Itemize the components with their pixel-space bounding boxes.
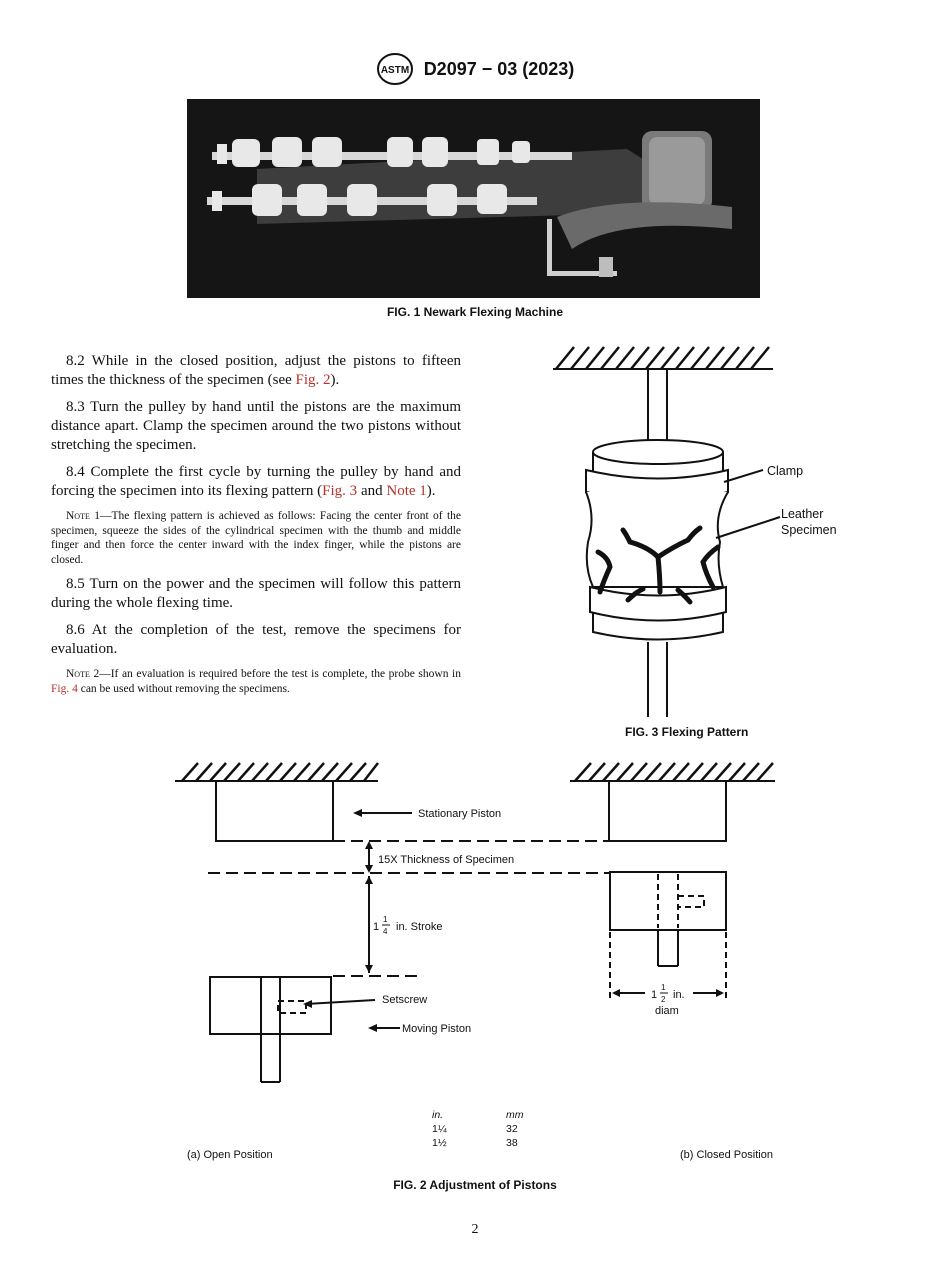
document-designation: D2097 − 03 (2023)	[423, 58, 575, 79]
paragraph-8-2: 8.2 While in the closed position, adjust the pistons to fifteen times the thickness of the specimen (see Fig. 2).	[51, 353, 461, 388]
leather-label: Leather	[781, 507, 824, 521]
piston-adjustment-diagram	[170, 760, 790, 1090]
stroke-whole: 1	[373, 921, 380, 933]
fig1-caption: FIG. 1 Newark Flexing Machine	[386, 305, 564, 319]
body-text	[51, 352, 461, 704]
fig2-caption: FIG. 2 Adjustment of Pistons	[393, 1178, 557, 1192]
paragraph-8-5: 8.5 Turn on the power and the specimen will follow this pattern during the whole flexing time.	[51, 576, 461, 611]
newark-flexing-machine-photo	[187, 99, 760, 298]
note1-link[interactable]: Note 1	[386, 483, 427, 499]
note-1: Note 1—The flexing pattern is achieved as follows: Facing the center front of the specimen, squeeze the sides of the cylindrical specimen with the thumb and middle finger and then force the center inward with the index finger, while the pistons are closed.	[51, 510, 461, 566]
paragraph-8-4: 8.4 Complete the first cycle by turning the pulley by hand and forcing the specimen into its flexing pattern (Fig. 3 and Note 1).	[51, 464, 461, 499]
units-row: 1¼ 32	[432, 1123, 518, 1135]
stroke-label: in. Stroke	[396, 921, 443, 933]
diam-numerator: 1	[661, 983, 666, 992]
diam-in-label: in.	[673, 989, 685, 1001]
astm-logo-text: ASTM	[380, 65, 409, 76]
open-position-label: (a) Open Position	[187, 1149, 273, 1161]
fig4-link[interactable]: Fig. 4	[51, 682, 78, 695]
units-row: 1½ 38	[432, 1137, 518, 1149]
note-2: Note 2—If an evaluation is required before the test is complete, the probe shown in Fig. 4 can be used without removing the specimens.	[51, 668, 461, 695]
units-header-in: in.	[432, 1109, 444, 1121]
units-header-row	[432, 1108, 524, 1122]
moving-piston-label: Moving Piston	[402, 1023, 472, 1035]
flexing-pattern-diagram	[548, 342, 848, 722]
fig3-link[interactable]: Fig. 3	[322, 483, 358, 499]
setscrew-label: Setscrew	[382, 994, 428, 1006]
diam-whole: 1	[651, 989, 658, 1001]
stroke-numerator: 1	[383, 915, 388, 924]
page-header	[0, 52, 950, 86]
thickness-label: 15X Thickness of Specimen	[378, 854, 515, 866]
diam-label: diam	[655, 1005, 679, 1017]
diam-denominator: 2	[661, 995, 666, 1004]
astm-logo-icon	[376, 52, 414, 86]
fig3-caption: FIG. 3 Flexing Pattern	[625, 725, 749, 739]
unit-conversion-table	[432, 1108, 524, 1150]
specimen-label: Specimen	[781, 523, 837, 537]
paragraph-8-3: 8.3 Turn the pulley by hand until the pistons are the maximum distance apart. Clamp the specimen around the two pistons without stretching the specimen.	[51, 399, 461, 453]
stationary-piston-label: Stationary Piston	[418, 808, 502, 820]
units-header-mm: mm	[506, 1109, 524, 1121]
stroke-denominator: 4	[383, 927, 388, 936]
clamp-label: Clamp	[767, 464, 804, 478]
page-number: 2	[471, 1222, 479, 1237]
closed-position-label: (b) Closed Position	[680, 1149, 773, 1161]
fig2-link[interactable]: Fig. 2	[295, 372, 331, 388]
paragraph-8-6: 8.6 At the completion of the test, remove the specimens for evaluation.	[51, 622, 461, 657]
